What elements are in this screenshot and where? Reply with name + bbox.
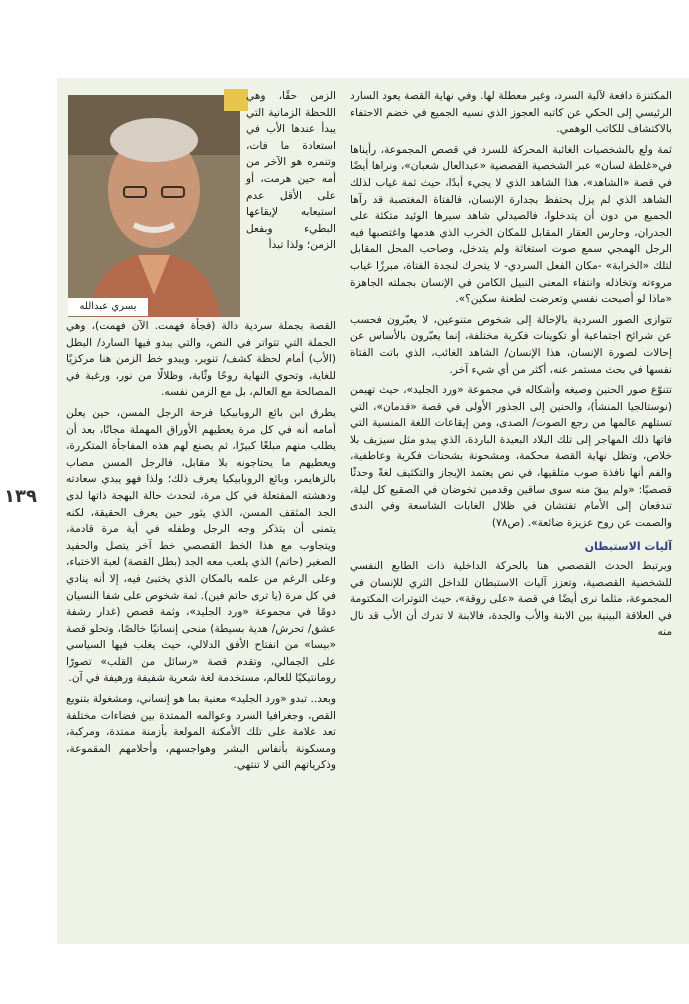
accent-tab [224, 89, 248, 111]
page-number: ١٣٩ [4, 486, 37, 507]
left-column-top [246, 88, 336, 258]
paragraph: ويرتبط الحدث القصصي هنا بالحركة الداخلية ذات الطابع النفسي للشخصية القصصية، وتعزز آليات الاستبطان للداخل الثري للإنسان في المجموعة، مثلما نرى أيضًا في قصة «على روقة»، حيث التوترات المكتومة في العلاقة البينية بين الابنة والأب والجدة، فالابنة لا تدرك أن الأب قد نال منه [350, 560, 672, 639]
paragraph: تتنوّع صور الحنين وصيغه وأشكاله في مجموعة «ورد الجليد»، حيث تهيمن (نوستالجيا المنشأ)، والحنين إلى الجذور الأولى في قصة «قدمان»، التي تستلهم عالمها من رجع الصوت/ الصدى، ومن إيقاعات اللغة المنسية التي فاتها ذلك المهاجر إلى تلك البلاد البعيدة الباردة، الذي يبدو مثل سيزيف بلا خلاص، وتظل نهاية القصة محكمة، ومشحونة بشحنات فكرية وعاطفية، والفم أنها نافذة صوب متلقيها، في نص يعتمد الإيجاز والتكثيف لغةً وحدثًا قصصيًا: «ولم يبقَ منه سوى ساقين وقدمين تخوضان في الصقيع كل ليلة، تندفعان إلى الأمام تفتشان في ظلال الغابات الشاسعة وفي الندى والصمت عن روح عزيزة ضائعة». (ص٧٨) [350, 384, 672, 529]
paragraph: الزمن حقًا، وهي اللحظة الزمانية التي يبدأ عندها الأب في استعادة ما فات، وتنمره هو الآخر من أمه حين هرمت، أو على الأقل عدم استيعابه لإيقاعها البطيء وبفعل الزمن؛ ولذا تبدأ [246, 90, 336, 252]
paragraph: تتوازى الصور السردية بالإحالة إلى شخوص متنوعين، لا يعبّرون فحسب عن شرائح اجتماعية أو تكوينات فكرية مختلفة، إنما يعبّرون بالأساس عن إحالات لصورة الإنسان، هذا الإنسان/ الشاهد الغائب، الذي باتت الفتاة نفسها في بحث مستمر عنه، أكثر من أي شيء آخر. [350, 313, 672, 376]
paragraph: ثمة ولع بالشخصيات الغائبة المحركة للسرد في قصص المجموعة، رأيناها في«غلطة لسان» عبر الشخصية القصصية «عبدالعال شعبان»، ونراها أيضًا في قصة «الشاهد»، هذا الشاهد الذي لا يجيء أبدًا، حيث ثمة غياب لذلك الشاهد الذي لم يزل يحتفظ بجدارة الإنسان، فالفتاة المغتصبة قد رآها الجميع من دون أن يتدخلوا، فالصيدلي شاهد سيرها الوئيد متكئة على الجدران، وحارس العقار المقابل للمكان الخرب الذي هدمها واغتصبها فيه الرجل الهمجي سمع صوت استغاثة ولم يتدخل، وصاحب المحل المقابل لتلك «الخرابة» -مكان الفعل السردي- لا يتحرك لنجدة الفتاة، مبرزًا غياب مروءته وتخاذله وانتفاء المعنى النبيل الكامن في الإنسان بجملته الجاهزة «ماذا لو أصبحت نفسي وتعرضت لطعنة سكين؟». [350, 143, 672, 306]
photo-caption: يسري عبدالله [68, 298, 148, 316]
paragraph: وبعد.. تبدو «ورد الجليد» معنية بما هو إنساني، ومشغولة بتنويع القص، وجغرافيا السرد وعوالمه الممتدة بين فضاءات مختلفة تعد علامة على تلك الأمكنة المولعة بأزمنة ممتدة، ومركبة، ومسكونة بأنفاس البشر وهواجسهم، وأحلامهم المقموعة، وذكرياتهم التي لا تنتهي. [66, 693, 336, 772]
right-column [350, 88, 672, 645]
section-heading: آليات الاستبطان [584, 540, 672, 554]
paragraph: القصة بجملة سردية دالة (فجأة فهمت. الآن فهمت)، وهي الجملة التي تتواتر في النص، والتي يبدو فيها السارد/ البطل (الأب) أمام لحظة كشف/ تنوير، ويبدو خط الزمن هنا مركزيًا للغاية، وتحوي النهاية روحًا وثّابة، وظلالًا من نور، ورغبة في المصالحة مع العالم، بل مع الزمن نفسه. [66, 320, 336, 399]
portrait-image [68, 95, 240, 317]
paragraph: يطرق ابن بائع الروبابيكيا فرحة الرجل المسن، حين يعلن أمامه أنه في كل مرة يعطيهم الأوراق المهملة مجانًا، بعد أن يطلب منهم مبلغًا كبيرًا، ثم يصنع لهم هذه المفاجأة المتكررة، ويعطيهم ما يحتاجونه بلا مقابل، فالرجل المسن مصاب بالزهايمر، وبائع الروبابيكيا يعرف ذلك؛ ولذا فهو يبدي سعادته ودهشته المفتعلة في كل مرة، لتحدث حالة البهجة ذاتها لدى الجد المثقف المسن، الذي يثور حين يعرف الحقيقة، لكنه يتمنى أن يتذكر وجه الرجل وطفله في أية مرة قادمة، ويتجاوب مع هذا الخط القصصي خط آخر يتصل والحفيد الصغير (حاتم) الذي يلعب معه الجد (بطل القصة) لعبة الاختباء، وعلى الرغم من علمه بالمكان الذي يختبئ فيه، إلا أنه ينادي في كل مرة (يا ترى حاتم فين). ثمة شخوص على شفا النسيان دومًا في مجموعة «ورد الجليد»، وثمة قصص (غدار رشفة عشق/ تحرش/ هدية بسيطة) منحى إنسانيًا خالصًا، وتحلو قصة «بيسا» من انفتاح الأفق الدلالي، حيث يغلب فيها السياسي على الجمالي، وتقدم قصة «رسائل من القلب» تصورًا رومانتيكيًا للعالم، مستخدمة لغة شعرية شفيفة ورهيفة في آن. [66, 406, 336, 685]
left-column [66, 318, 336, 778]
author-photo [68, 95, 240, 317]
paragraph: المكتنزة دافعة لآلية السرد، وغير معطلة لها. وفي نهاية القصة يعود السارد الرئيسي إلى الحكي عن كاتبه العجوز الذي نسيه الجميع في خضم الاحتفاء بالاكتشاف للكاتب الوهمي. [350, 90, 672, 136]
